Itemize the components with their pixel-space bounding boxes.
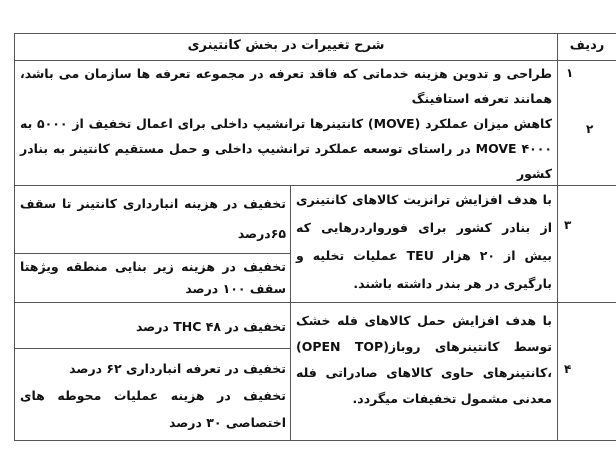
table-border-row3-split	[14, 253, 290, 254]
row-1-number: ۱	[566, 66, 574, 80]
row-3-number: ۳	[564, 218, 572, 232]
row-label-header: ردیف	[569, 38, 605, 53]
row-3-discount-2: تخفیف در هزینه زیر بنایی منطقه ویژهتا سقف ۱۰۰ درصد	[20, 259, 286, 296]
table-border-left	[14, 33, 15, 441]
row-4-discount-3: تخفیف در هزینه عملیات محوطه های اختصاصی ۳۰ درصد	[20, 388, 286, 430]
row-4-discount-1: تخفیف در THC ۴۸ درصد	[135, 319, 286, 334]
row-4-number: ۴	[564, 362, 572, 376]
row-3-discount-1: تخفیف در هزینه انبارداری کانتینر تا سقف ۶۵درصد	[20, 196, 286, 241]
row-2-text: کاهش میزان عملکرد (MOVE) کانتینرها ترانشیپ داخلی برای اعمال تخفیف از ۵۰۰۰ به ۴۰۰۰ MOVE در راستای توسعه عملکرد ترانشیپ داخلی و حمل مستقیم کانتینر به بنادر کشور	[20, 116, 552, 181]
table-border-bottom	[14, 440, 616, 441]
table-border-row3	[14, 302, 616, 303]
table-border-split-col	[290, 185, 291, 440]
row-3-condition: با هدف افزایش ترانزیت کالاهای کانتینری از بنادر کشور برای فورواردرهایی که بیش از ۲۰ هزار TEU عملیات تخلیه و بارگیری در هر بندر داشته باشند.	[296, 192, 552, 291]
table-border-number-col	[557, 33, 558, 441]
table-border-row4-split	[14, 348, 290, 349]
row-2-number: ۲	[586, 122, 594, 136]
row-4-discount-2: تخفیف در تعرفه انبارداری ۶۲ درصد	[69, 361, 286, 376]
description-header: شرح تغییرات در بخش کانتینری	[187, 38, 385, 53]
row-1-text: طراحی و تدوین هزینه خدماتی که فاقد تعرفه در مجموعه تعرفه ها سازمان می باشد، همانند تعرفه استافینگ	[20, 66, 552, 106]
table-border-top	[14, 33, 616, 34]
row-4-condition: با هدف افزایش حمل کالاهای فله خشک توسط کانتینرهای روباز(OPEN TOP) ،کانتینرهای حاوی کالاهای صادراتی فله معدنی مشمول تخفیفات میگردد.	[296, 313, 552, 406]
